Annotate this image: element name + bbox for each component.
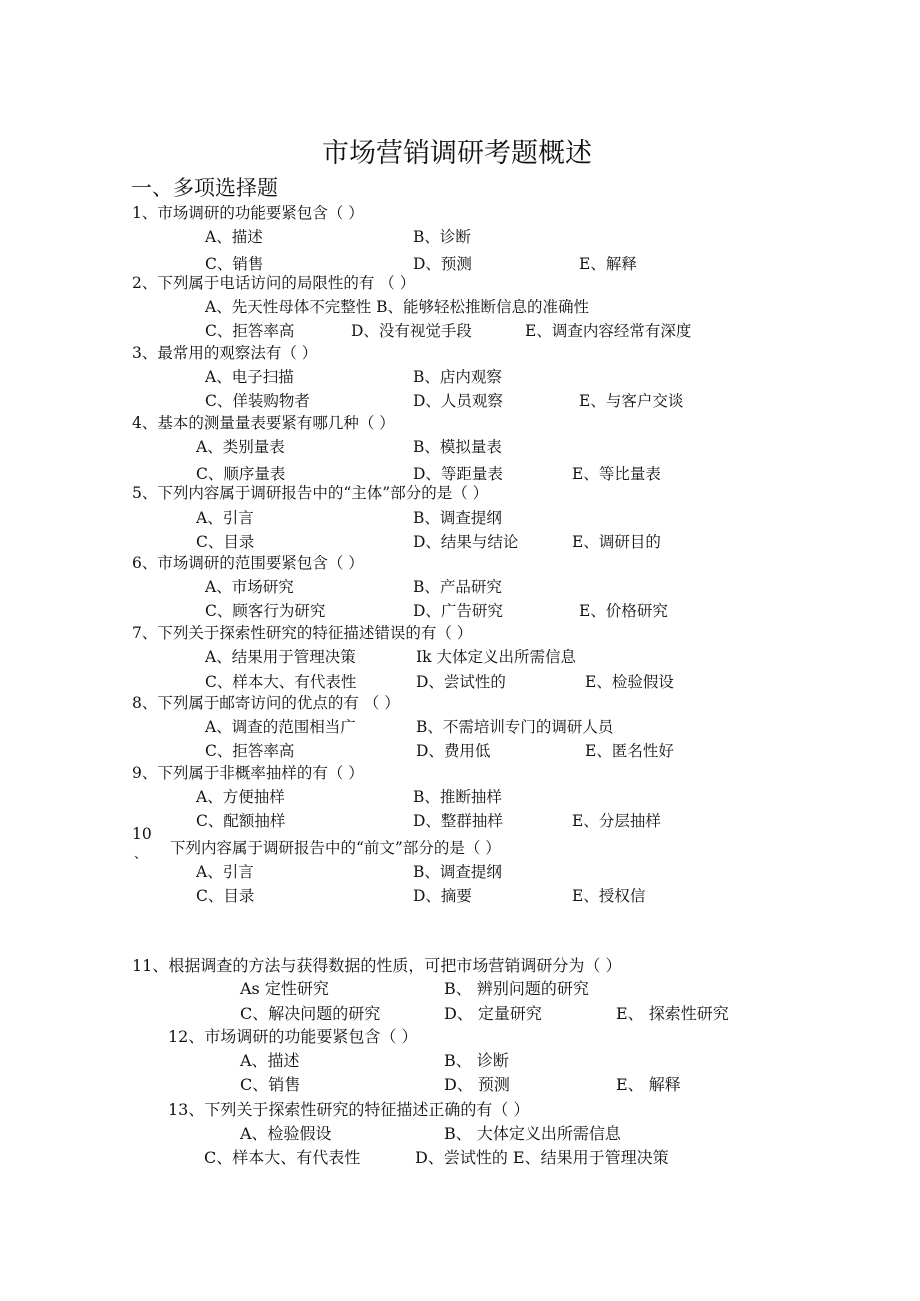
option-11b: B、 辨别问题的研究 <box>444 979 589 998</box>
option-1e: E、解释 <box>579 255 637 273</box>
option-7a: A、结果用于管理决策 <box>205 648 356 666</box>
option-3e: E、与客户交谈 <box>579 392 684 410</box>
option-3b: B、店内观察 <box>413 368 502 386</box>
option-6c: C、顾客行为研究 <box>205 602 326 620</box>
option-3c: C、佯装购物者 <box>205 392 310 410</box>
option-13c: C、样本大、有代表性 <box>204 1148 361 1167</box>
question-12: 12、市场调研的功能要紧包含（ ） <box>168 1027 418 1046</box>
option-9e: E、分层抽样 <box>572 812 661 830</box>
option-5d: D、结果与结论 <box>413 533 519 551</box>
option-1b: B、诊断 <box>413 228 471 246</box>
option-7b: Ik 大体定义出所需信息 <box>416 648 576 666</box>
question-2: 2、下列属于电话访问的局限性的有 （ ） <box>132 274 416 292</box>
option-8d: D、费用低 <box>416 742 491 760</box>
option-13b: B、 大体定义出所需信息 <box>444 1124 621 1143</box>
question-8: 8、下列属于邮寄访问的优点的有 （ ） <box>132 694 400 712</box>
option-3d: D、人员观察 <box>413 392 503 410</box>
option-6b: B、产品研究 <box>413 578 502 596</box>
option-12b: B、 诊断 <box>444 1051 509 1070</box>
question-10: 下列内容属于调研报告中的“前文”部分的是（ ） <box>170 839 501 857</box>
option-7e: E、检验假设 <box>585 673 674 691</box>
question-10-number: 10 <box>132 825 152 843</box>
question-1: 1、市场调研的功能要紧包含（ ） <box>132 204 364 222</box>
option-12a: A、描述 <box>240 1051 300 1070</box>
page-title: 市场营销调研考题概述 <box>322 138 592 169</box>
option-2c: C、拒答率高 <box>205 322 295 340</box>
option-9b: B、推断抽样 <box>413 788 502 806</box>
option-7d: D、尝试性的 <box>416 673 506 691</box>
option-9d: D、整群抽样 <box>413 812 503 830</box>
option-12d: D、 预测 <box>444 1075 510 1094</box>
question-7: 7、下列关于探索性研究的特征描述错误的有（ ） <box>132 624 473 642</box>
option-1d: D、预测 <box>413 255 472 273</box>
option-6d: D、广告研究 <box>413 602 503 620</box>
option-5c: C、目录 <box>196 533 255 551</box>
option-9c: C、配额抽样 <box>196 812 286 830</box>
option-11a: As 定性研究 <box>240 979 329 998</box>
option-4e: E、等比量表 <box>572 465 661 483</box>
option-8e: E、匿名性好 <box>585 742 674 760</box>
option-12e: E、 解释 <box>616 1075 681 1094</box>
question-10-separator: 、 <box>134 847 148 862</box>
option-5b: B、调查提纲 <box>413 509 502 527</box>
question-13: 13、下列关于探索性研究的特征描述正确的有（ ） <box>168 1100 530 1119</box>
option-11c: C、解决问题的研究 <box>240 1004 381 1023</box>
section-heading: 一、多项选择题 <box>131 176 278 200</box>
option-10c: C、目录 <box>196 887 255 905</box>
option-4a: A、类别量表 <box>196 438 285 456</box>
option-8a: A、调查的范围相当广 <box>205 718 356 736</box>
question-9: 9、下列属于非概率抽样的有（ ） <box>132 764 364 782</box>
option-13a: A、检验假设 <box>240 1124 332 1143</box>
option-10e: E、授权信 <box>572 887 646 905</box>
option-10a: A、引言 <box>196 863 254 881</box>
option-1a: A、描述 <box>205 228 263 246</box>
option-13de: D、尝试性的 E、结果用于管理决策 <box>415 1148 669 1167</box>
option-2e: E、调查内容经常有深度 <box>525 322 692 340</box>
option-11d: D、 定量研究 <box>444 1004 542 1023</box>
option-7c: C、样本大、有代表性 <box>205 673 357 691</box>
option-1c: C、销售 <box>205 255 264 273</box>
option-5e: E、调研目的 <box>572 533 661 551</box>
option-6a: A、市场研究 <box>205 578 294 596</box>
option-4c: C、顺序量表 <box>196 465 286 483</box>
option-6e: E、价格研究 <box>579 602 668 620</box>
option-8c: C、拒答率高 <box>205 742 295 760</box>
option-2ab: A、先天性母体不完整性 B、能够轻松推断信息的准确性 <box>205 298 590 316</box>
option-10b: B、调查提纲 <box>413 863 502 881</box>
option-5a: A、引言 <box>196 509 254 527</box>
option-8b: B、不需培训专门的调研人员 <box>416 718 614 736</box>
question-6: 6、市场调研的范围要紧包含（ ） <box>132 554 364 572</box>
question-3: 3、最常用的观察法有（ ） <box>132 344 318 362</box>
option-4b: B、模拟量表 <box>413 438 502 456</box>
option-11e: E、 探索性研究 <box>616 1004 729 1023</box>
question-4: 4、基本的测量量表要紧有哪几种（ ） <box>132 414 395 432</box>
option-9a: A、方便抽样 <box>196 788 285 806</box>
question-5: 5、下列内容属于调研报告中的“主体”部分的是（ ） <box>132 484 489 502</box>
option-12c: C、销售 <box>240 1075 301 1094</box>
option-4d: D、等距量表 <box>413 465 503 483</box>
option-2d: D、没有视觉手段 <box>351 322 472 340</box>
option-10d: D、摘要 <box>413 887 472 905</box>
question-11: 11、根据调查的方法与获得数据的性质，可把市场营销调研分为（ ） <box>132 956 622 975</box>
option-3a: A、电子扫描 <box>205 368 294 386</box>
